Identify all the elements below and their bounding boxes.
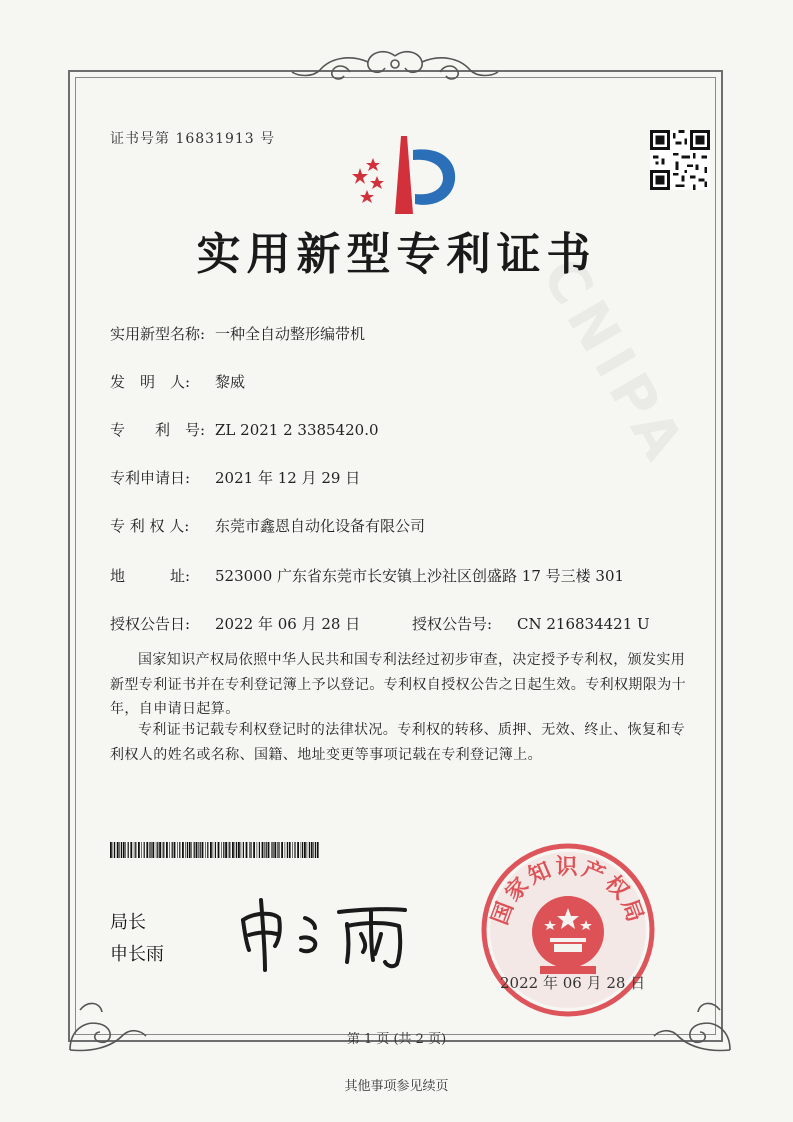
field-value: 523000 广东省东莞市长安镇上沙社区创盛路 17 号三楼 301 [215, 567, 625, 585]
field-value: 东莞市鑫恩自动化设备有限公司 [215, 517, 426, 535]
grant-number-field [412, 613, 650, 634]
seal-text: 国家知识产权局 [486, 854, 650, 929]
page-number: 第 1 页 (共 2 页) [346, 1032, 447, 1047]
field-label: 地 址: [110, 567, 191, 585]
application-date-field [110, 467, 360, 488]
model-name-field [110, 323, 365, 344]
grant-date-field [110, 613, 360, 634]
cnipa-logo-icon [345, 128, 470, 223]
statement-paragraph-1: 国家知识产权局依照中华人民共和国专利法经过初步审查，决定授予专利权，颁发实用新型专利证书并在专利登记簿上予以登记。专利权自授权公告之日起生效。专利权期限为十年，自申请日起算。 [110, 652, 686, 717]
watermark: CNIPA [528, 247, 700, 478]
field-label: 发 明 人: [110, 373, 191, 391]
certificate-number: 证书号第 16831913 号 [110, 131, 276, 147]
qr-code-icon [650, 130, 710, 190]
director-signature [235, 890, 425, 975]
field-value: ZL 2021 2 3385420.0 [215, 421, 379, 439]
bottom-right-ornament [650, 990, 740, 1060]
field-label: 专 利 权 人: [110, 517, 190, 535]
patentee-field [110, 515, 425, 536]
address-field [110, 565, 624, 586]
field-value: 2021 年 12 月 29 日 [215, 469, 361, 487]
field-value: 一种全自动整形编带机 [215, 325, 366, 343]
official-seal [478, 840, 658, 1020]
field-value: 2022 年 06 月 28 日 [215, 615, 361, 633]
field-label: 授权公告号: [412, 615, 493, 633]
director-title: 局长 [110, 912, 146, 933]
director-name: 申长雨 [110, 944, 164, 965]
field-label: 实用新型名称: [110, 325, 206, 343]
top-ornament [290, 48, 500, 88]
field-label: 专利申请日: [110, 469, 191, 487]
footer-note: 其他事项参见续页 [344, 1079, 449, 1094]
field-label: 授权公告日: [110, 615, 191, 633]
inventor-field [110, 371, 245, 392]
field-value: 黎威 [215, 373, 246, 391]
barcode-icon [110, 842, 320, 858]
field-label: 专 利 号: [110, 421, 206, 439]
statement-paragraph-2: 专利证书记载专利权登记时的法律状况。专利权的转移、质押、无效、终止、恢复和专利权人的姓名或名称、国籍、地址变更等事项记载在专利登记簿上。 [110, 722, 686, 763]
page-title: 实用新型专利证书 [196, 229, 597, 280]
seal-date: 2022 年 06 月 28 日 [500, 974, 646, 992]
patent-number-field [110, 419, 379, 440]
bottom-left-ornament [60, 990, 150, 1060]
field-value: CN 216834421 U [517, 615, 650, 633]
